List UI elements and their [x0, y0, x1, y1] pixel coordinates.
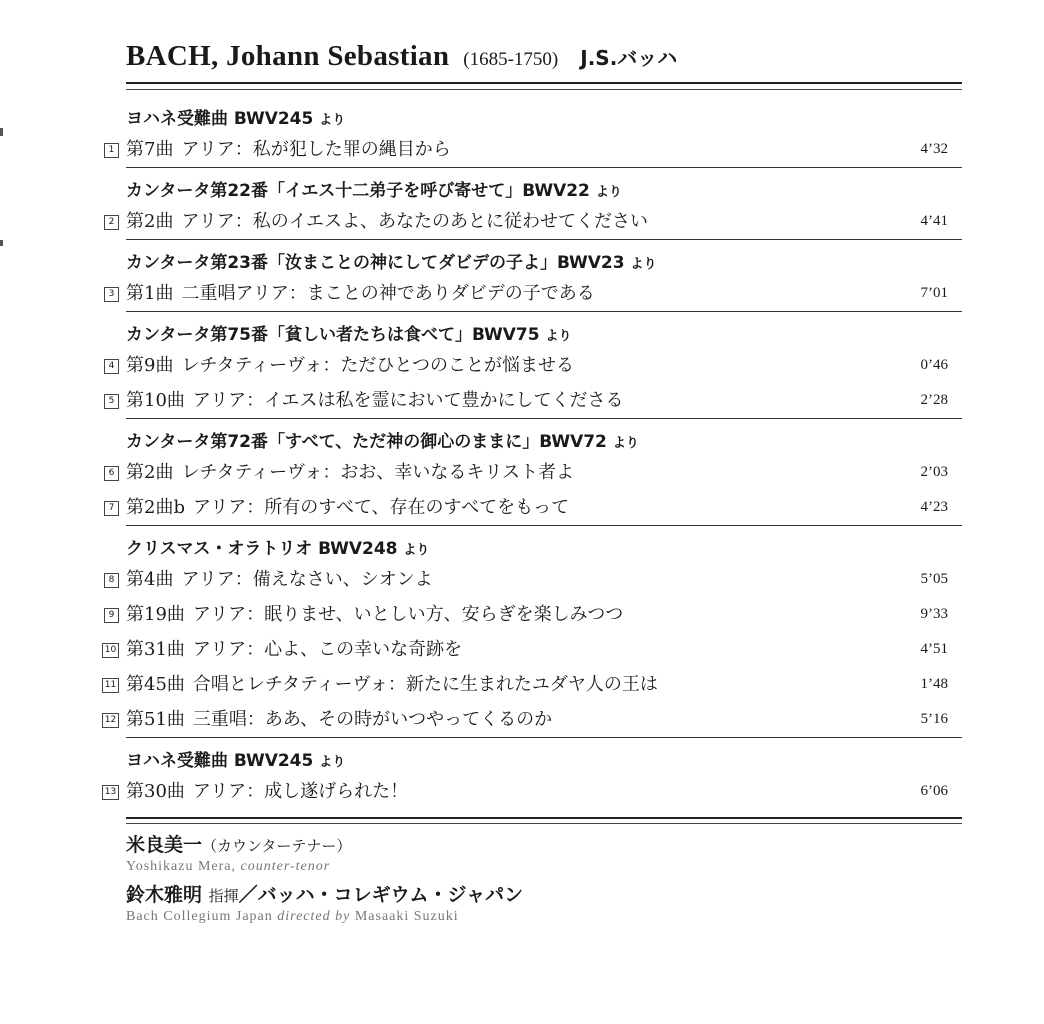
section-title: カンタータ第22番「イエス十二弟子を呼び寄せて」BWV22 [126, 181, 590, 201]
singer-role-en: counter-tenor [240, 859, 331, 874]
track-movement: 第7曲 [126, 139, 174, 160]
track-number: 1 [104, 143, 119, 158]
track-movement: 第30曲 [126, 781, 185, 802]
scan-edge-mark [0, 128, 3, 136]
track-duration: 4’51 [920, 641, 948, 657]
conductor-credit-jp [126, 882, 962, 908]
track-title [126, 462, 574, 483]
track-row [104, 632, 962, 667]
track-duration: 6’06 [920, 783, 948, 799]
track-row [108, 348, 962, 383]
track-number: 7 [104, 501, 119, 516]
directed-by: directed by [277, 909, 351, 924]
credits [126, 832, 962, 928]
track-duration: 4’41 [920, 213, 948, 229]
track-row [108, 383, 962, 419]
track-text: レチタティーヴォ：おお、幸いなるキリスト者よ [181, 462, 575, 483]
track-movement: 第1曲 [126, 283, 174, 304]
track-movement: 第2曲b [126, 497, 185, 518]
ensemble-name-jp: ／バッハ・コレギウム・ジャパン [238, 884, 524, 906]
track-text: レチタティーヴォ：ただひとつのことが悩ませる [181, 355, 575, 376]
singer-credit-jp [126, 832, 962, 858]
track-sections [104, 106, 962, 809]
track-title [126, 639, 462, 660]
singer-name-en: Yoshikazu Mera, [126, 859, 237, 874]
section-suffix: より [595, 185, 622, 200]
track-text: 三重唱：ああ、その時がいつやってくるのか [192, 709, 553, 730]
track-number: 2 [104, 215, 119, 230]
track-duration: 5’05 [920, 571, 948, 587]
track-text: アリア：眠りませ、いとしい方、安らぎを楽しみつつ [192, 604, 624, 625]
header-rule [126, 82, 962, 90]
track-movement: 第45曲 [126, 674, 185, 695]
track-text: アリア：私のイエスよ、あなたのあとに従わせてください [181, 211, 649, 232]
track-movement: 第51曲 [126, 709, 185, 730]
composer-name-jp: J.S.バッハ [580, 46, 678, 70]
track-text: アリア：所有のすべて、存在のすべてをもって [192, 497, 570, 518]
track-number: 4 [104, 359, 119, 374]
section-heading [126, 748, 962, 774]
track-movement: 第10曲 [126, 390, 185, 411]
ensemble-credit-en [126, 908, 962, 928]
singer-role-jp: （カウンターテナー） [202, 837, 352, 855]
track-row [104, 702, 962, 738]
track-row [108, 562, 962, 597]
section-heading [126, 322, 962, 348]
section-title: カンタータ第23番「汝まことの神にしてダビデの子よ」BWV23 [126, 253, 625, 273]
scan-edge-mark [0, 240, 3, 246]
section-heading [126, 429, 962, 455]
section-suffix: より [319, 113, 346, 128]
section-suffix: より [319, 755, 346, 770]
track-duration: 9’33 [920, 606, 948, 622]
section-title: カンタータ第72番「すべて、ただ神の御心のままに」BWV72 [126, 432, 607, 452]
track-title [126, 569, 433, 590]
track-duration: 0’46 [920, 357, 948, 373]
track-number: 11 [102, 678, 119, 693]
track-movement: 第2曲 [126, 211, 174, 232]
track-title [126, 283, 595, 304]
track-number: 10 [102, 643, 119, 658]
section-heading [126, 178, 962, 204]
track-row [108, 455, 962, 490]
track-duration: 1’48 [920, 676, 948, 692]
track-title [126, 674, 658, 695]
tracklist-sheet [104, 40, 962, 928]
composer-name: BACH, Johann Sebastian [126, 40, 450, 72]
section-heading [126, 536, 962, 562]
section-title: ヨハネ受難曲 BWV245 [126, 751, 314, 771]
track-title [126, 604, 623, 625]
singer-credit-en [126, 858, 962, 878]
track-title [126, 355, 574, 376]
conductor-name-jp: 鈴木雅明 [126, 884, 203, 906]
track-duration: 7’01 [920, 285, 948, 301]
track-title [126, 390, 623, 411]
track-row [108, 597, 962, 632]
track-number: 12 [102, 713, 119, 728]
conductor-role-jp: 指揮 [208, 887, 239, 905]
track-movement: 第9曲 [126, 355, 174, 376]
track-text: 合唱とレチタティーヴォ：新たに生まれたユダヤ人の王は [192, 674, 658, 695]
track-row [108, 276, 962, 312]
track-text: アリア：イエスは私を霊において豊かにしてくださる [192, 390, 624, 411]
track-title [126, 709, 552, 730]
section-suffix: より [630, 257, 657, 272]
track-duration: 2’03 [920, 464, 948, 480]
section-suffix: より [612, 436, 639, 451]
track-text: アリア：私が犯した罪の縄目から [181, 139, 451, 160]
track-number: 5 [104, 394, 119, 409]
section-suffix: より [545, 329, 572, 344]
track-row [104, 774, 962, 809]
track-row [108, 490, 962, 526]
track-row [104, 667, 962, 702]
track-text: 二重唱アリア：まことの神でありダビデの子である [181, 283, 595, 304]
track-text: アリア：備えなさい、シオンよ [181, 569, 433, 590]
singer-name-jp: 米良美一 [126, 834, 203, 856]
track-number: 3 [104, 287, 119, 302]
track-title [126, 497, 569, 518]
section-title: ヨハネ受難曲 BWV245 [126, 109, 314, 129]
footer-rule [126, 817, 962, 824]
track-text: アリア：心よ、この幸いな奇跡を [192, 639, 463, 660]
section-heading [126, 106, 962, 132]
track-movement: 第4曲 [126, 569, 174, 590]
track-duration: 4’32 [920, 141, 948, 157]
track-duration: 5’16 [920, 711, 948, 727]
track-text: アリア：成し遂げられた！ [192, 781, 409, 802]
track-movement: 第2曲 [126, 462, 174, 483]
track-number: 6 [104, 466, 119, 481]
track-title [126, 211, 648, 232]
section-title: カンタータ第75番「貧しい者たちは食べて」BWV75 [126, 325, 540, 345]
track-number: 9 [104, 608, 119, 623]
track-number: 13 [102, 785, 119, 800]
track-row [108, 132, 962, 168]
conductor-name-en: Masaaki Suzuki [354, 909, 459, 924]
track-duration: 2’28 [920, 392, 948, 408]
section-suffix: より [403, 543, 430, 558]
track-duration: 4’23 [920, 499, 948, 515]
section-heading [126, 250, 962, 276]
ensemble-name-en: Bach Collegium Japan [126, 909, 273, 924]
track-title [126, 139, 451, 160]
track-row [108, 204, 962, 240]
composer-header [126, 40, 962, 82]
composer-dates: (1685-1750) [463, 49, 559, 70]
section-title: クリスマス・オラトリオ BWV248 [126, 539, 398, 559]
track-movement: 第31曲 [126, 639, 185, 660]
track-number: 8 [104, 573, 119, 588]
track-movement: 第19曲 [126, 604, 185, 625]
track-title [126, 781, 408, 802]
